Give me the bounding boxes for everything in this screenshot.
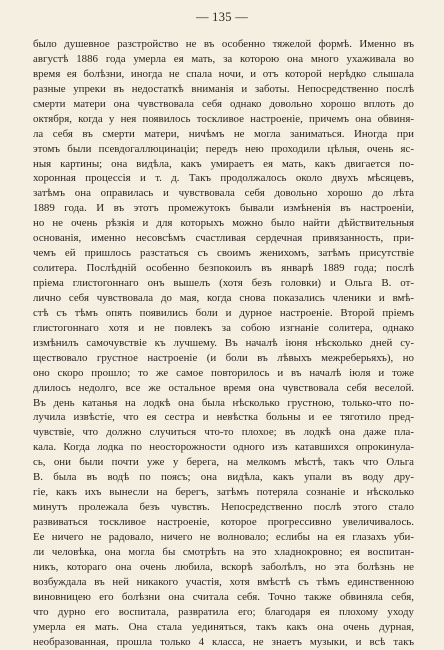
text-line: умерла ея мать. Она стала уединяться, такъ какъ она очень дурная, [33, 620, 414, 633]
body-text [33, 37, 414, 649]
text-line: оно скоро прошло; то же самое повторилось и въ началѣ іюля и тоже [33, 366, 414, 379]
text-line: кала. Когда лодка по неосторожности одного изъ катавшихся опрокинула- [33, 441, 414, 454]
text-line: время ея болѣзни, иногда не спала ночи, и отъ которой нерѣдко слышала [33, 67, 414, 80]
text-line: возбуждала въ ней никакого участія, хотя вмѣстѣ съ тѣмъ единственною [33, 575, 414, 588]
text-line: этомъ были псевдогаллюцинаціи; передъ нею проходили цѣлыя, очень яс- [33, 142, 414, 155]
text-line: хоронная процессія и т. д. Такъ продолжалось около двухъ мѣсяцевъ, [33, 172, 414, 185]
text-line: октября, когда у нея появилось тоскливое настроеніе, причемъ она обвиня- [33, 112, 414, 125]
text-line: В. была въ водѣ по поясъ; она видѣла, какъ упали въ воду дру- [33, 471, 414, 484]
text-line: было душевное разстройство не въ особенно тяжелой формѣ. Именно въ [33, 38, 414, 50]
text-line: августѣ 1886 года умерла ея мать, за которою она много ухаживала во [33, 52, 414, 65]
text-line: лично себя чувствовала до мая, когда снова показались членики и вмѣ- [33, 291, 414, 304]
text-line: никъ, котораго она очень любила, вскорѣ заболѣлъ, но эта болѣзнь не [33, 560, 414, 573]
text-line: разные упреки въ недостаткѣ вниманія и заботы. Непосредственно послѣ [33, 82, 414, 95]
text-line: что дурно его воспитала, развратила его; благодаря ея плохому уходу [33, 605, 414, 618]
text-line: основанія, именно несовсѣмъ счастливая сердечная привязанность, при- [33, 232, 414, 245]
page-number: — 135 — [195, 10, 249, 24]
text-line: ли человѣка, она могла бы смотрѣть на это хладнокровно; ея воспитан- [33, 545, 414, 558]
text-line: пріема глистогоннаго онъ вышелъ (хотя безъ головки) и Ольга В. от- [33, 277, 414, 289]
text-line: ныя картины; она видѣла, какъ умираетъ ея мать, какъ двигается по- [33, 157, 414, 170]
text-line: затѣмъ она оправилась и чувствовала себя довольно хорошо до лѣта [33, 187, 414, 200]
text-line: измѣнилъ самочувствіе къ лучшему. Въ началѣ іюня нѣсколько дней су- [33, 336, 414, 349]
text-line: длилось недолго, все же остальное время она чувствовала себя веселой. [33, 381, 414, 394]
text-line: 1889 года. И въ этотъ промежутокъ бывали измѣненія въ настроеніи, [33, 202, 414, 215]
text-line: лучила извѣстіе, что ея сестра и невѣстка больны и ее тяготило пред- [33, 411, 414, 424]
text-line: сь, они были почти уже у берега, на мелкомъ мѣстѣ, такъ что Ольга [33, 456, 414, 469]
text-line: ла себя въ смерти матери, ничѣмъ не могла заниматься. Иногда при [33, 127, 414, 140]
text-line: чемъ ей пришлось разстаться съ своимъ женихомъ, затѣмъ присутствіе [33, 247, 414, 260]
text-line: чувствіе, что должно случиться что-то плохое; въ лодкѣ она даже пла- [33, 426, 414, 439]
text-line: минутъ пролежала безъ чувствъ. Непосредственно послѣ этого стало [33, 501, 414, 514]
text-line: развиваться тоскливое настроеніе, которое прогрессивно увеличивалось. [33, 516, 414, 528]
text-line: Въ день катанья на лодкѣ она была нѣсколько грустною, только-что по- [33, 396, 414, 409]
text-line: Ее ничего не радовало, ничего не волновало; еслибы на ея глазахъ уби- [33, 530, 414, 543]
text-line: но не очень рѣзкія и для которыхъ можно было найти дѣйствительныя [33, 217, 414, 230]
text-line: солитера. Послѣдній особенно безпокоилъ въ январѣ 1889 года; послѣ [33, 262, 414, 275]
text-line: глистогоннаго хотя и не повлекъ за собою изгнаніе солитера, однако [33, 321, 414, 334]
text-line: виновницею его болѣзни она считала себя. Точно также обвиняла себя, [33, 590, 414, 603]
text-line: ществовало грустное настроеніе (и боли въ лѣвыхъ межреберьяхъ), но [33, 351, 414, 364]
text-line: необразованная, прошла только 4 класса, не знаетъ музыки, и всѣ такъ [33, 635, 414, 648]
text-line: стѣ съ тѣмъ опять появились боли и дурное настроеніе. Второй пріемъ [33, 306, 414, 319]
text-line: смерти матери она чувствовала себя однако довольно хорошо вплоть до [33, 97, 414, 110]
text-line: гіе, какъ ихъ вынесли на берегъ, затѣмъ потеряла сознаніе и нѣсколько [33, 486, 414, 499]
